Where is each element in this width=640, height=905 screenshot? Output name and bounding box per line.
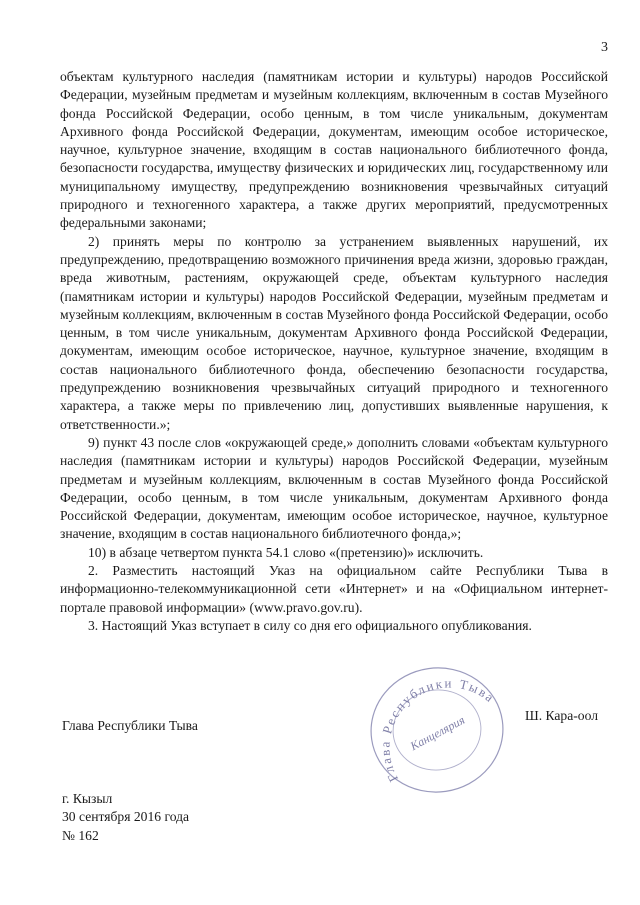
page-number: 3 [601,40,608,55]
stamp-outer-text: Глава Республики Тыва [377,675,499,785]
signatory-name: Ш. Кара-оол [525,708,598,723]
official-stamp [352,655,522,805]
document-body [60,68,608,635]
paragraph-continuation: объектам культурного наследия (памятникам истории и культуры) народов Российской Федерации, музейным предметам и музейным коллекциям, включенным в состав Музейного фонда Российской Федерации, особо ценным, в том числе уникальным, документам Архивного фонда Российской Федерации, документам, имеющим особое историческое, научное, культурное значение, входящим в состав национального библиотечного фонда, безопасности государства, имуществу физических и юридических лиц, государственному или муниципальному имуществу, предупреждению возникновения чрезвычайных ситуаций природного и техногенного характера, а также других мероприятий, предусмотренных федеральными законами; [60,69,608,231]
paragraph-clause-2: 2. Разместить настоящий Указ на официальном сайте Республики Тыва в информационно-телекоммуникационной сети «Интернет» и на «Официальном интернет-портале правовой информации» (www.pravo.gov.ru). [60,563,608,615]
signature-block [0,675,640,785]
paragraph-clause-3: 3. Настоящий Указ вступает в силу со дня его официального опубликования. [88,617,532,633]
decree-number: № 162 [62,827,99,843]
signatory-title: Глава Республики Тыва [62,718,198,733]
paragraph-item-10: 10) в абзаце четвертом пункта 54.1 слово «(претензию)» исключить. [88,544,484,560]
document-footer [62,790,189,845]
paragraph-item-2: 2) принять меры по контролю за устранением выявленных нарушений, их предупреждению, предотвращению возможного причинения вреда жизни, здоровью граждан, вреда животным, растениям, окружающей среде, объектам культурного наследия (памятникам истории и культуры) народов Российской Федерации, музейным предметам и музейным коллекциям, включенным в состав Музейного фонда Российской Федерации, особо ценным, в том числе уникальным, документам Архивного фонда Российской Федерации, документам, имеющим особое историческое, научное, культурное значение, входящим в состав национального библиотечного фонда, обеспечению безопасности государства, предупреждению возникновения чрезвычайных ситуаций природного и техногенного характера, а также меры по привлечению лиц, допустивших выявленные нарушения, к ответственности.»; [60,233,608,432]
stamp-inner-text: Канцелярия [407,712,468,754]
date: 30 сентября 2016 года [62,809,190,825]
paragraph-item-9: 9) пункт 43 после слов «окружающей среде,» дополнить словами «объектам культурного наследия (памятникам истории и культуры) народов Российской Федерации, музейным предметам и музейным коллекциям, включенным в состав Музейного фонда Российской Федерации, особо ценным, в том числе уникальным, документам Архивного фонда Российской Федерации, документам, имеющим особое историческое, научное, культурное значение, входящим в состав национального библиотечного фонда,»; [60,434,608,542]
city: г. Кызыл [62,791,113,806]
